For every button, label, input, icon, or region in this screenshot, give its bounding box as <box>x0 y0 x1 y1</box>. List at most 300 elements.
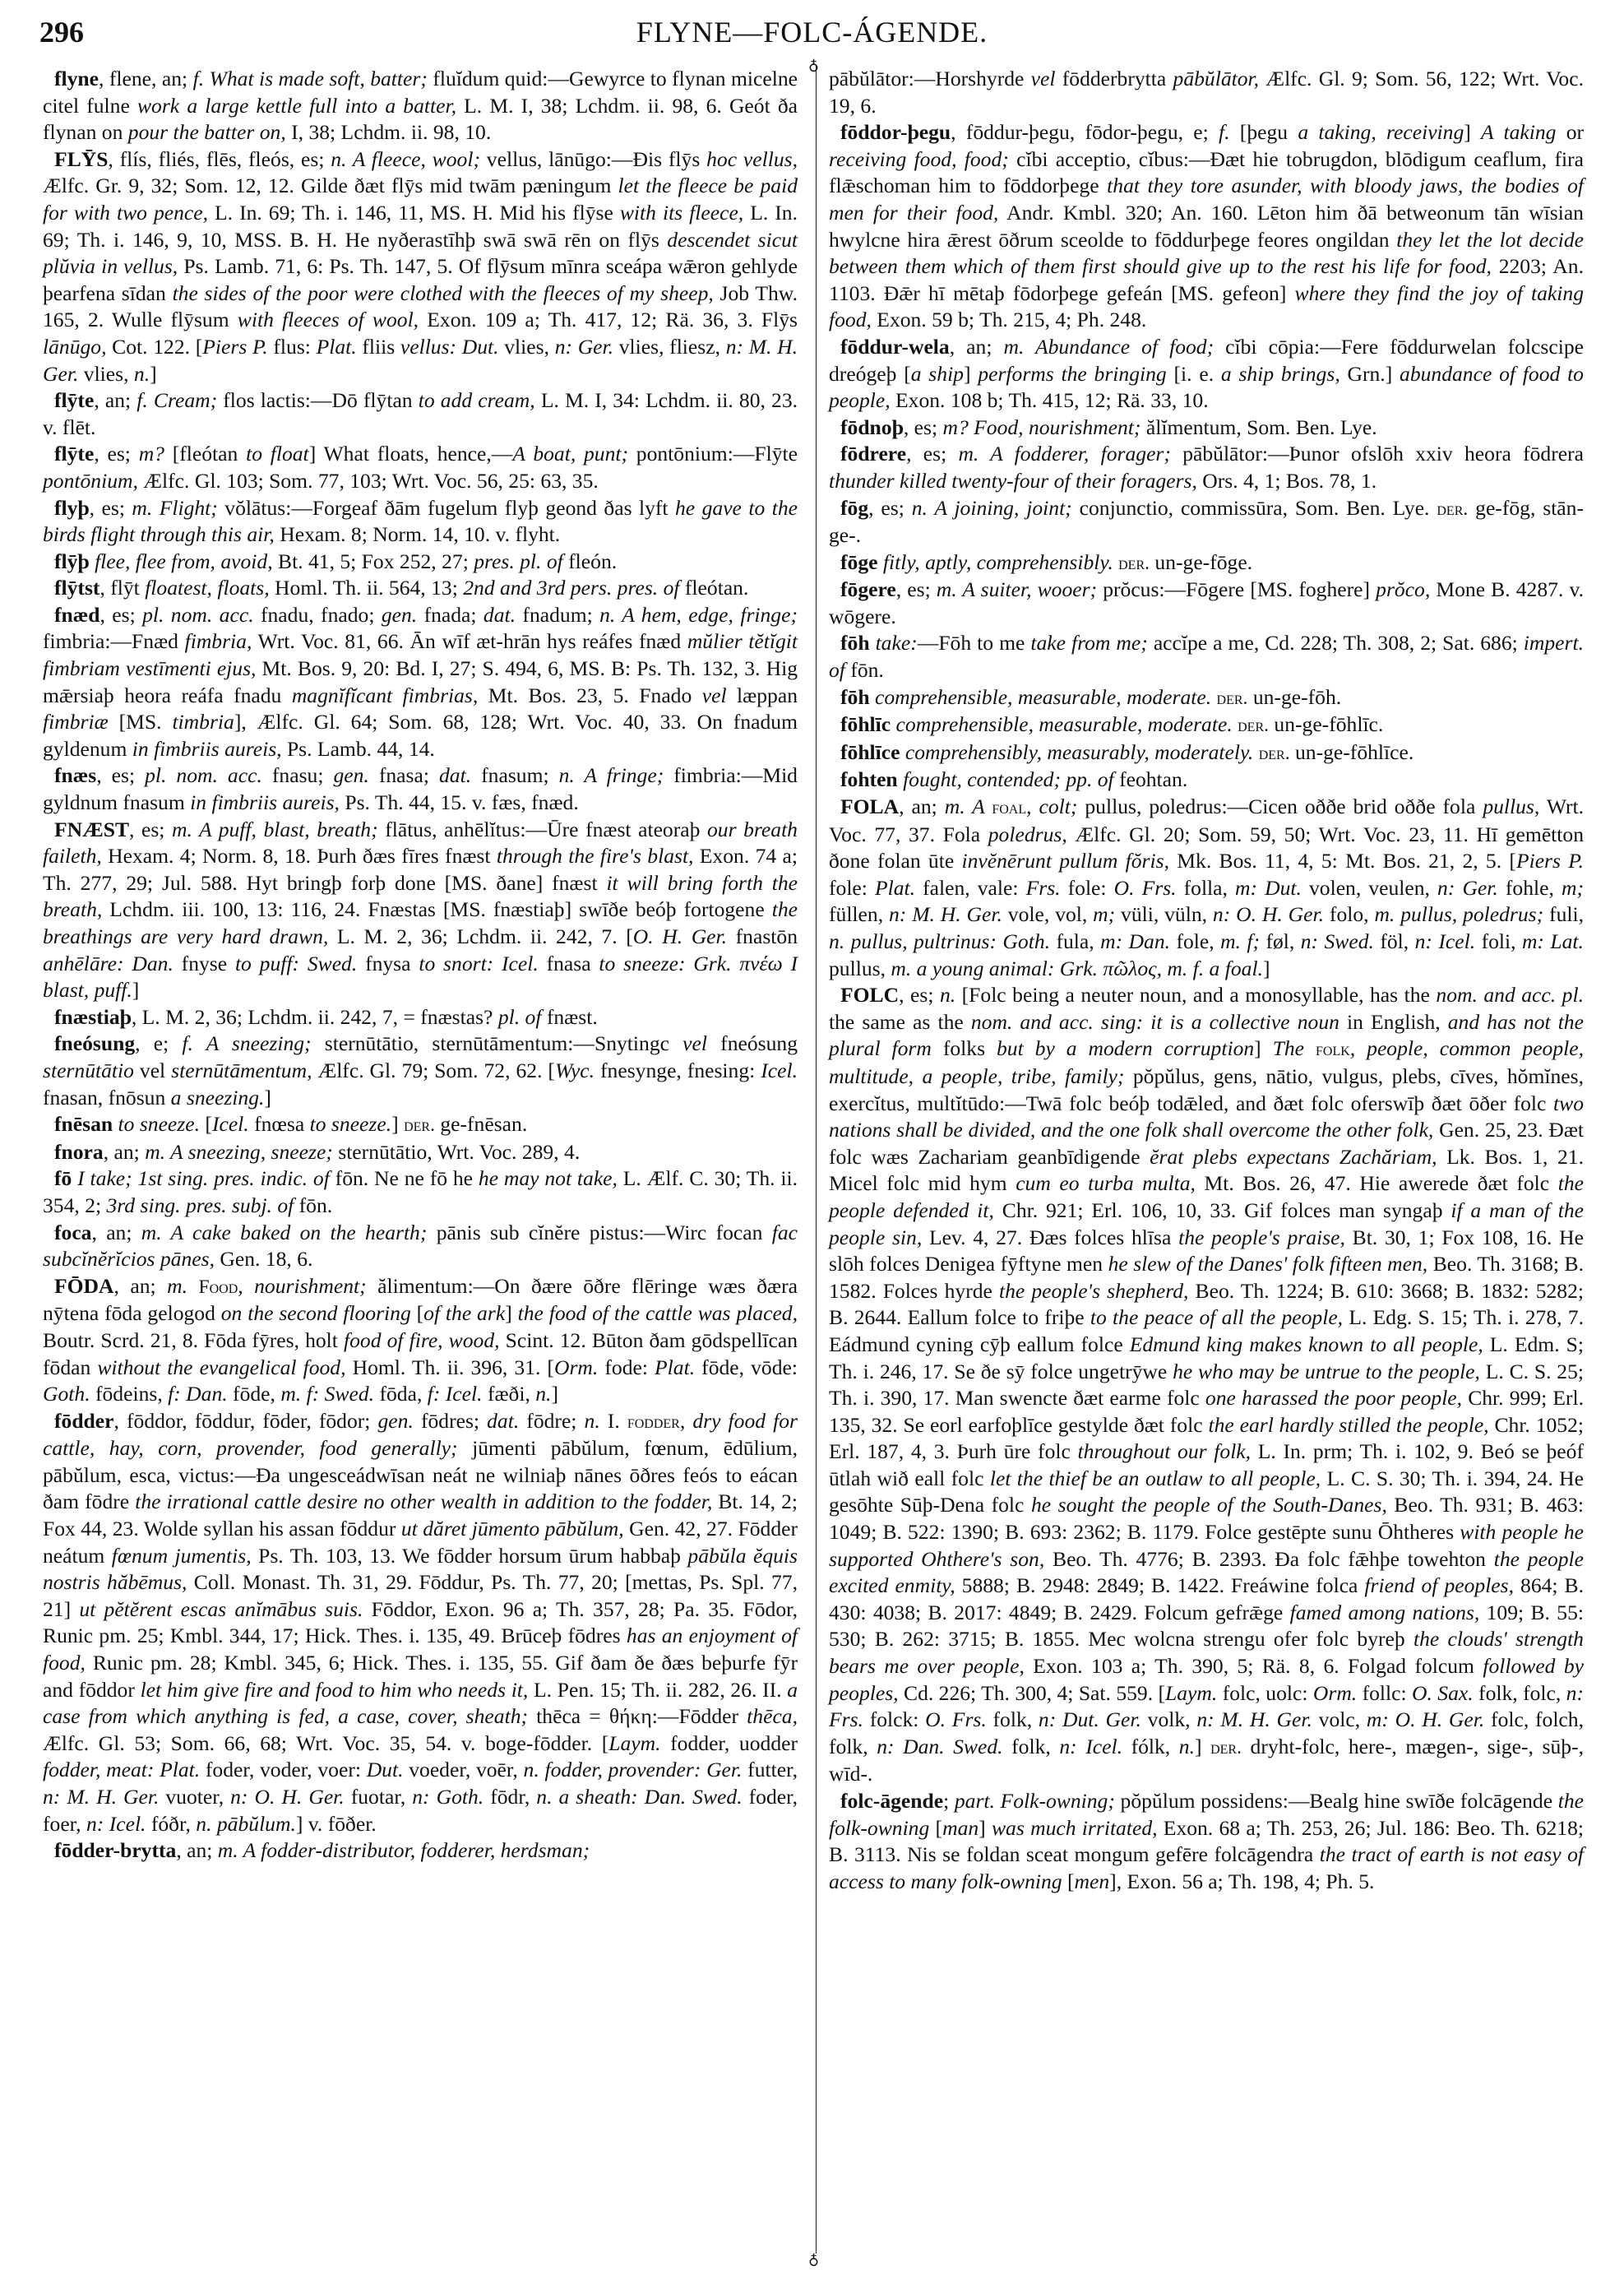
dictionary-entry <box>43 549 798 576</box>
entry-text: n. <box>133 361 150 386</box>
entry-text: to sneeze: Grk. πνέω I blast, puff. <box>43 951 798 1003</box>
entry-text: foal <box>992 797 1027 819</box>
entry-text: O. Frs. <box>925 1707 987 1732</box>
entry-text: a ship brings, <box>1220 361 1340 386</box>
headword: fōg <box>840 495 869 520</box>
entry-text: Mt. Bos. 23, 5. Fnado <box>478 683 702 707</box>
page-number: 296 <box>39 16 84 49</box>
entry-text: m: Dan. <box>1100 929 1171 953</box>
entry-text: A taking <box>1481 120 1557 145</box>
entry-text: , es; <box>868 495 912 520</box>
entry-text: nom. and acc. sing: it is a collective noun <box>970 1009 1339 1034</box>
dictionary-entry <box>43 1031 798 1111</box>
entry-text: fōde, <box>227 1382 281 1406</box>
entry-text: n. <box>535 1382 552 1406</box>
entry-text: work a large kettle full into a batter, <box>136 93 456 118</box>
entry-text: n: M. H. Ger. <box>888 902 1002 927</box>
entry-text: I, 38; Lchdm. ii. 98, 10. <box>285 120 492 145</box>
headword: fōdnoþ <box>840 415 904 439</box>
entry-text: fōda, <box>374 1382 428 1406</box>
entry-text: cĭbi acceptio, cĭbus:—Ðæt hie tobrugdon, blōdigum ceaflum, fira flǣschoman him to fōddorþege <box>829 146 1584 198</box>
entry-text: fōn. <box>294 1193 333 1217</box>
dictionary-entry <box>829 739 1584 767</box>
entry-text: of the ark <box>423 1301 506 1326</box>
entry-text: Exon. 74 a; Th. 277, 29; Jul. 588. Hyt bringþ forþ done [MS. ðane] fnæst <box>43 844 798 895</box>
entry-text: Lk. Bos. 1, 21. Micel folc mid hym <box>829 1144 1584 1196</box>
entry-text: der. <box>1238 715 1270 737</box>
headword: fnæs <box>54 763 97 788</box>
entry-text: was much irritated, <box>991 1815 1158 1840</box>
dictionary-entry <box>43 1408 798 1838</box>
entry-text: ] <box>505 1301 518 1326</box>
entry-text: m. Abundance of food; <box>1003 334 1226 359</box>
entry-text: der. <box>1216 687 1248 709</box>
headword: fōddor-þegu <box>840 120 951 145</box>
entry-text: pābŭlātor:—Þunor ofslōh xxiv heora fōdrera <box>1182 442 1584 466</box>
entry-text: un-ge-fōh. <box>1247 684 1342 709</box>
entry-text: let the fleece be paid for with two pence, <box>43 174 798 225</box>
entry-text: fōdeins, <box>90 1382 169 1406</box>
entry-text: n: Frs. <box>829 1680 1584 1732</box>
entry-text: I take; 1st sing. pres. indic. of <box>72 1166 330 1191</box>
dictionary-entry <box>43 817 798 1004</box>
dictionary-entry <box>43 495 798 549</box>
entry-text: ], Exon. 56 a; Th. 198, 4; Ph. 5. <box>1109 1869 1375 1893</box>
entry-text: fōn. Ne ne fō he <box>329 1166 479 1191</box>
entry-text: sternūtātio <box>43 1058 134 1082</box>
entry-text: L. M. I, 38; Lchdm. ii. 98, 6. Geót ðа flynan on <box>43 93 798 145</box>
entry-text: m. A puff, blast, breath; <box>171 817 386 841</box>
entry-text: receiving food, food; <box>829 146 1017 171</box>
dictionary-entry <box>829 334 1584 415</box>
entry-text: follc: <box>1357 1680 1413 1705</box>
entry-text: ] <box>979 1815 992 1840</box>
headword: FOLC <box>840 983 900 1008</box>
entry-text: Homl. Th. ii. 396, 31. [ <box>345 1355 554 1379</box>
entry-text: floatest, floats, <box>145 576 270 600</box>
headword: fōdrere <box>840 442 907 466</box>
entry-text: pontōnium:—Flȳte <box>636 442 798 466</box>
entry-text: he may not take, <box>478 1166 618 1191</box>
entry-text: fnadum; <box>516 602 600 627</box>
entry-text: Mt. Bos. 26, 47. Hie awerede ðæt folc <box>1195 1171 1558 1196</box>
entry-text: fohle, <box>1497 875 1562 900</box>
entry-text: föl, <box>1373 929 1415 953</box>
entry-text: L. Ælf. C. 30; Th. ii. 354, 2; <box>43 1166 798 1217</box>
right-column <box>829 66 1584 1895</box>
entry-text: Plat. <box>655 1355 696 1379</box>
entry-text: , flȳt <box>99 576 146 600</box>
entry-text: f: Icel. <box>427 1382 483 1406</box>
entry-text: Orm. <box>553 1355 599 1379</box>
entry-text: L. Edm. S; Th. i. 246, 17. Se ðe sȳ folce ungetrȳwe <box>829 1332 1584 1383</box>
entry-text: f. Cream; <box>136 388 224 413</box>
entry-text: volen, veulen, <box>1301 875 1438 900</box>
entry-text: lānūgo, <box>43 334 107 359</box>
entry-text: n. a sheath: Dan. Swed. <box>536 1785 743 1809</box>
entry-text: m. <box>167 1273 199 1298</box>
entry-text: fōn. <box>844 658 884 683</box>
entry-text: m. f: Swed. <box>280 1382 375 1406</box>
entry-text: ; <box>943 1789 955 1813</box>
entry-text: fæði, <box>482 1382 536 1406</box>
entry-text: , es; <box>96 763 146 788</box>
entry-text: m. a young animal: Grk. πῶλος, m. f. a foal. <box>891 956 1263 980</box>
entry-text: a case from which anything is fed, a case, cover, sheath; <box>43 1677 798 1729</box>
entry-text: , fōddur-þegu, fōdor-þegu, e; <box>951 120 1219 145</box>
entry-text: fnasa; <box>368 763 439 788</box>
entry-text: fnœsa <box>248 1112 310 1137</box>
entry-text: Food <box>198 1276 238 1298</box>
entry-text: fuotar, <box>344 1785 413 1809</box>
entry-text: followed by peoples, <box>829 1654 1584 1705</box>
entry-text: descendet sicut plŭvia in vellus, <box>43 227 798 279</box>
entry-text: sternūtātio, sternūtāmentum:—Snytingc <box>324 1031 683 1056</box>
divider-ornament-bottom-icon: ♁ <box>808 2251 820 2268</box>
entry-text: vel <box>682 1031 707 1056</box>
entry-text: —Fōh to me <box>917 631 1031 656</box>
entry-text: poledrus, <box>988 822 1067 846</box>
entry-text: take from me; <box>1030 631 1154 656</box>
entry-text: L. C. S. 25; Th. i. 390, 17. Man swencte ðæt earme folc <box>829 1359 1584 1411</box>
entry-text: to puff: Swed. <box>234 951 358 975</box>
entry-text: with people he supported Ohthere's son, <box>829 1520 1585 1571</box>
entry-text: to the peace of all the people, <box>1090 1305 1344 1330</box>
entry-text: pullus, poledrus:—Cicen oððe brid oððe fola <box>1085 794 1483 819</box>
entry-text: folk <box>1316 1039 1350 1061</box>
entry-text: comprehensibly, measurably, moderately. <box>900 739 1259 764</box>
entry-text: folck: <box>863 1707 926 1732</box>
entry-text: vlies, <box>78 361 134 386</box>
entry-text: , es; <box>895 577 937 602</box>
entry-text: nom. and acc. pl. <box>1436 983 1584 1008</box>
entry-text: Beo. Th. 3168; B. 1582. Folces hyrde <box>829 1252 1584 1303</box>
entry-text: der. <box>404 1114 435 1137</box>
entry-text: fode: <box>598 1355 655 1379</box>
headword: fōddur-wela <box>840 334 950 359</box>
entry-text: falen, vale: <box>915 875 1026 900</box>
entry-text: Ps. Th. 103, 13. We fōdder horsum ūrum habbaþ <box>251 1543 688 1568</box>
entry-text: Lchdm. iii. 100, 13: 116, 24. Fnæstas [MS. fnæstiaþ] swīðe beóþ fortogene <box>102 897 772 922</box>
entry-text: n: Ger. <box>554 334 614 359</box>
entry-text: Beo. Th. 4776; B. 2393. Ða folc fǣhþe towehton <box>1044 1546 1494 1571</box>
entry-text: dryht-folc, here-, mægen-, sige-, sūþ-, wīd-. <box>829 1734 1584 1786</box>
entry-text: fodder, meat: Plat. <box>43 1758 201 1782</box>
entry-text: Plat. <box>874 875 916 900</box>
entry-text: vŏlātus:—Forgeaf ðām fugelum flyþ geond ðas lyft <box>224 495 675 520</box>
headword: flȳte <box>54 388 95 413</box>
entry-text: the breathings are very hard drawn, <box>43 897 798 948</box>
headword: fōdder-brytta <box>54 1838 177 1863</box>
entry-text: the people excited enmity, <box>829 1546 1585 1598</box>
entry-text: füllen, <box>829 902 889 927</box>
entry-text: dat. <box>439 763 472 788</box>
entry-text: ĕrat plebs expectans Zachăriam, <box>1150 1144 1437 1169</box>
entry-text: m. A suiter, wooer; <box>936 577 1103 602</box>
entry-text: folc, folch, folk, <box>829 1707 1584 1758</box>
entry-text: the people defended it, <box>829 1171 1585 1222</box>
entry-text: f: Dan. <box>168 1382 228 1406</box>
entry-text: fitly, aptly, comprehensibly. <box>877 549 1119 574</box>
entry-text: it will bring forth the breath, <box>43 870 798 922</box>
entry-text: Homl. Th. ii. 564, 13; <box>269 576 464 600</box>
dictionary-entry <box>829 549 1584 577</box>
entry-text: Piers P. <box>202 334 268 359</box>
entry-text: folks <box>931 1036 997 1061</box>
entry-text: without the evangelical food, <box>97 1355 346 1379</box>
dictionary-entry <box>43 1111 798 1139</box>
entry-text: pābŭlātor:—Horshyrde <box>829 67 1031 90</box>
entry-text: ge-fnēsan. <box>434 1112 528 1137</box>
dictionary-entry <box>43 1273 798 1408</box>
headword: fōh <box>840 631 870 656</box>
entry-text: fimbria:—Mid gyldnum fnasum <box>43 763 798 815</box>
entry-text: pābŭlātor, <box>1173 67 1260 90</box>
dictionary-entry <box>829 577 1584 630</box>
entry-text: let him give fire and food to him who needs it, <box>140 1677 529 1702</box>
entry-text: Piers P. <box>1515 849 1585 873</box>
entry-text: Ælfc. Gr. 9, 32; Som. 12, 12. Gilde ðæt flȳs mid twām pæningum <box>43 174 618 198</box>
entry-text: pl. nom. acc. <box>142 602 254 627</box>
entry-text: Gen. 42, 27. Fōdder neátum <box>43 1517 798 1568</box>
entry-text: in English, <box>1339 1009 1448 1034</box>
entry-text: føl, <box>1260 929 1301 953</box>
entry-text: un-ge-fōhlīc. <box>1269 712 1384 737</box>
entry-text: L. Edg. S. 15; Th. i. 278, 7. Eádmund cyning cȳþ eallum folce <box>829 1305 1584 1356</box>
entry-text: , dry food for cattle, hay, corn, provender, food generally; <box>43 1408 798 1461</box>
entry-text: Ps. Lamb. 71, 6: Ps. Th. 147, 5. Of flȳsum mīnra sceápa wǣron gehlyde þearfena sīdan <box>43 254 798 305</box>
left-column <box>43 66 798 1865</box>
entry-text: [ <box>929 1815 943 1840</box>
entry-text: a sneezing. <box>170 1085 265 1110</box>
entry-text: to snort: Icel. <box>419 951 539 975</box>
entry-text: Gen. 25, 23. Ðæt folc wæs Zachariam geanbīdigende <box>829 1118 1585 1169</box>
entry-text: n. pullus, pultrinus: Goth. <box>829 929 1051 953</box>
entry-text: fneósung <box>707 1031 798 1056</box>
entry-text: , es; <box>99 602 143 627</box>
entry-text: , e; <box>135 1031 183 1056</box>
entry-text: Wrt. Voc. 77, 37. Fola <box>829 794 1584 846</box>
entry-text: pullus, <box>1483 794 1540 819</box>
entry-text: volk, <box>1141 1707 1197 1732</box>
entry-text: m; <box>1093 902 1116 927</box>
entry-text: f. <box>1219 120 1230 145</box>
entry-text: famed among nations, <box>1289 1600 1480 1624</box>
headword: fōhlīce <box>840 739 900 764</box>
entry-text: Laym. <box>1165 1680 1218 1705</box>
entry-text: let the thief be an outlaw to all people, <box>989 1466 1321 1490</box>
entry-text: n: Icel. <box>1059 1734 1122 1758</box>
entry-text: n. <box>1178 1734 1195 1758</box>
entry-text: comprehensible, measurable, moderate. <box>869 684 1217 709</box>
entry-text: , an; <box>113 1273 168 1298</box>
entry-text: , an; <box>176 1838 218 1863</box>
entry-text: the people's praise, <box>1178 1225 1345 1249</box>
dictionary-entry <box>43 1004 798 1031</box>
entry-text: ] <box>1254 1036 1273 1061</box>
dictionary-entry <box>43 602 798 763</box>
entry-text: m? <box>138 442 173 466</box>
entry-text: Job Thw. 165, 2. Wulle flȳsum <box>43 280 798 332</box>
entry-text: n. A fleece, wool; <box>331 146 487 171</box>
dictionary-entry <box>829 1788 1584 1895</box>
entry-text: pābŭla ĕquis nostris hăbēmus, <box>43 1543 798 1595</box>
entry-text: jūmenti pābŭlum, fœnum, ēdūlium, pābŭlum, esca, victus:—Ða ungesceádwīsan neát ne wilniaþ nānes ōðres feós to eácan ðam fōdre <box>43 1436 798 1514</box>
entry-text: vole, vol, <box>1002 902 1094 927</box>
entry-text: , es; <box>903 415 943 439</box>
entry-text: , es; <box>129 817 172 841</box>
entry-text: O. Sax. <box>1412 1680 1474 1705</box>
entry-text: dat. <box>483 602 516 627</box>
headword: fōge <box>840 549 878 574</box>
entry-text: der. <box>1210 1736 1242 1758</box>
entry-text: fleón. <box>562 549 618 573</box>
entry-text: ] <box>1194 1734 1211 1758</box>
entry-text: invĕnērunt pullum fŏris, <box>961 849 1169 873</box>
entry-text: folo, <box>1324 902 1375 927</box>
headword: folc-āgende <box>840 1789 944 1813</box>
entry-text: vüli, vüln, <box>1115 902 1213 927</box>
headword: fneósung <box>54 1031 136 1056</box>
entry-text: ] <box>1464 120 1482 145</box>
entry-text: n. A hem, edge, fringe; <box>599 602 798 627</box>
entry-text: [Folc being a neuter noun, and a monosyllable, has the <box>955 983 1437 1008</box>
entry-text: ] v. fōðer. <box>295 1811 377 1836</box>
entry-text: ălĭmentum, Som. Ben. Lye. <box>1145 415 1377 439</box>
entry-text: , an; <box>103 1139 146 1164</box>
entry-text: one harassed the poor people, <box>1205 1386 1463 1411</box>
entry-text: vel <box>133 1058 172 1082</box>
entry-text: I. <box>599 1408 627 1433</box>
entry-text: Mk. Bos. 11, 4, 5: Mt. Bos. 21, 2, 5. [ <box>1168 849 1516 873</box>
dictionary-entry <box>43 66 798 146</box>
entry-text: thunder killed twenty-four of their foragers, <box>829 468 1197 493</box>
entry-text: mŭlier tĕtĭgit fimbriam vestīmenti ejus, <box>43 629 798 681</box>
entry-text: Exon. 68 a; Th. 253, 26; Jul. 186: Beo. Th. 6218; B. 3113. Nis se foldan sceat mongum gefēre folcāgendra <box>829 1815 1585 1867</box>
entry-text: , colt; <box>1026 794 1085 819</box>
entry-text: folk, <box>986 1707 1039 1732</box>
entry-text: vel <box>701 683 727 707</box>
entry-text: The <box>1272 1036 1316 1061</box>
entry-text: to sneeze. <box>113 1112 201 1137</box>
entry-text: n. <box>939 983 956 1008</box>
entry-text: fimbria:—Fnæd <box>43 629 185 654</box>
headword: flȳte <box>54 442 95 466</box>
entry-text: the same as the <box>829 1009 971 1034</box>
entry-text: fnysa <box>357 951 419 975</box>
entry-text: læppan <box>726 683 798 707</box>
entry-text: timbria <box>172 710 234 734</box>
entry-text: food of fire, wood, <box>344 1327 500 1352</box>
entry-text: [ <box>410 1301 424 1326</box>
entry-text: L. C. S. 30; Th. i. 394, 24. He gesōhte Sūþ-Dena folc <box>829 1466 1584 1517</box>
headword: fnæstiaþ <box>54 1004 132 1029</box>
headword: foca <box>54 1220 92 1244</box>
entry-text: Boutr. Scrd. 21, 8. Fōda fȳres, holt <box>43 1327 344 1352</box>
entry-text: the people's shepherd, <box>999 1278 1189 1303</box>
entry-text: vlies, fliesz, <box>613 334 726 359</box>
entry-text: m. A cake baked on the hearth; <box>141 1220 437 1244</box>
entry-text: n: Goth. <box>412 1785 484 1809</box>
entry-text: L. M. I, 34: Lchdm. ii. 80, 23. v. flēt. <box>43 388 798 439</box>
entry-text: ] <box>1262 956 1270 980</box>
entry-text: 109; B. 55: 530; B. 262: 3715; B. 1855. Mec wolcna strengu ofer folc byreþ <box>829 1600 1584 1652</box>
headword: fohten <box>840 767 898 792</box>
entry-text: the food of the cattle was placed, <box>517 1301 798 1326</box>
entry-text: voeder, voēr, <box>403 1758 524 1782</box>
entry-text: Mone B. 4287. v. wōgere. <box>829 577 1584 628</box>
entry-text: Exon. 108 b; Th. 415, 12; Rä. 33, 10. <box>890 388 1209 413</box>
dictionary-entry <box>43 1220 798 1273</box>
entry-text: throughout our folk, <box>1077 1439 1252 1464</box>
entry-text: m. A fodderer, forager; <box>958 442 1183 466</box>
entry-text: our breath faileth, <box>43 817 798 869</box>
headword: fōdder <box>54 1408 114 1433</box>
entry-text: Exon. 109 a; Th. 417, 12; Rä. 36, 3. Flȳs <box>419 308 798 332</box>
entry-text: thēca, <box>747 1704 798 1729</box>
entry-text: Ps. Th. 44, 15. v. fæs, fnæd. <box>339 790 579 815</box>
entry-text: vellus: Dut. <box>400 334 499 359</box>
entry-text: the folk-owning <box>829 1789 1584 1840</box>
headword: fō <box>54 1166 72 1191</box>
entry-text: Ælfc. Gl. 53; Som. 66, 68; Wrt. Voc. 35, 54. v. boge-fōdder. [ <box>43 1730 609 1755</box>
headword: FNÆST <box>54 817 130 841</box>
headword: flȳtst <box>54 576 100 600</box>
entry-text: on the second flooring <box>220 1301 411 1326</box>
entry-text: , an; <box>91 1220 141 1244</box>
entry-text: un-ge-fōhlīce. <box>1289 739 1414 764</box>
entry-text: to add cream, <box>418 388 535 413</box>
entry-text: conjunctio, commissūra, Som. Ben. Lye. <box>1079 495 1437 520</box>
entry-text: ] <box>264 1085 271 1110</box>
entry-text: the clouds' strength bears me over people, <box>829 1627 1584 1679</box>
entry-text: der. <box>1437 498 1469 520</box>
entry-text: magnĭfĭcant fimbrias, <box>291 683 479 707</box>
entry-text: pānis sub cĭnĕre pistus:—Wirc focan <box>436 1220 772 1244</box>
entry-text: Bt. 14, 2; Fox 44, 23. Wolde syllan his assan fōddur <box>43 1489 798 1541</box>
headword: flȳþ <box>54 549 90 573</box>
entry-text: has an enjoyment of food, <box>43 1624 798 1675</box>
entry-text: fought, contended; pp. of <box>897 767 1114 792</box>
entry-text: a ship <box>910 361 964 386</box>
entry-text: flee, flee from, avoid, <box>89 549 273 573</box>
headword: FŌDA <box>54 1273 114 1298</box>
entry-text: ] <box>132 978 140 1003</box>
entry-text: flos lactis:—Dō flȳtan <box>223 388 419 413</box>
entry-text: thēca = θήκη:—Fōdder <box>536 1704 747 1729</box>
entry-text: fleótan. <box>679 576 749 600</box>
entry-text: fole, <box>1170 929 1221 953</box>
entry-text: Icel. <box>761 1058 798 1082</box>
entry-text: n: M. H. Ger. <box>43 334 798 386</box>
entry-text: n: Swed. <box>1300 929 1374 953</box>
entry-text: impert. of <box>829 631 1584 683</box>
headword: flyne <box>54 67 99 90</box>
entry-text: fœnum jumentis, <box>111 1543 252 1568</box>
entry-text: gen. <box>381 602 418 627</box>
entry-text: fōdres; <box>413 1408 488 1433</box>
entry-text: he who may be untrue to the people, <box>1173 1359 1480 1383</box>
entry-text: Scint. 12. Būton ðam gōdspellīcan fōdan <box>43 1327 798 1379</box>
entry-text: m. A <box>944 794 992 819</box>
entry-text: comprehensible, measurable, moderate. <box>891 712 1238 737</box>
entry-text: ut pĕtĕrent escas anĭmābus suis. <box>79 1596 363 1621</box>
entry-text: and has not the plural form <box>829 1009 1584 1061</box>
entry-text: fodder <box>627 1411 680 1433</box>
entry-text: A boat, punt; <box>512 442 636 466</box>
entry-text: , es; <box>899 983 940 1008</box>
entry-text: n. fodder, provender: Ger. <box>523 1758 743 1782</box>
